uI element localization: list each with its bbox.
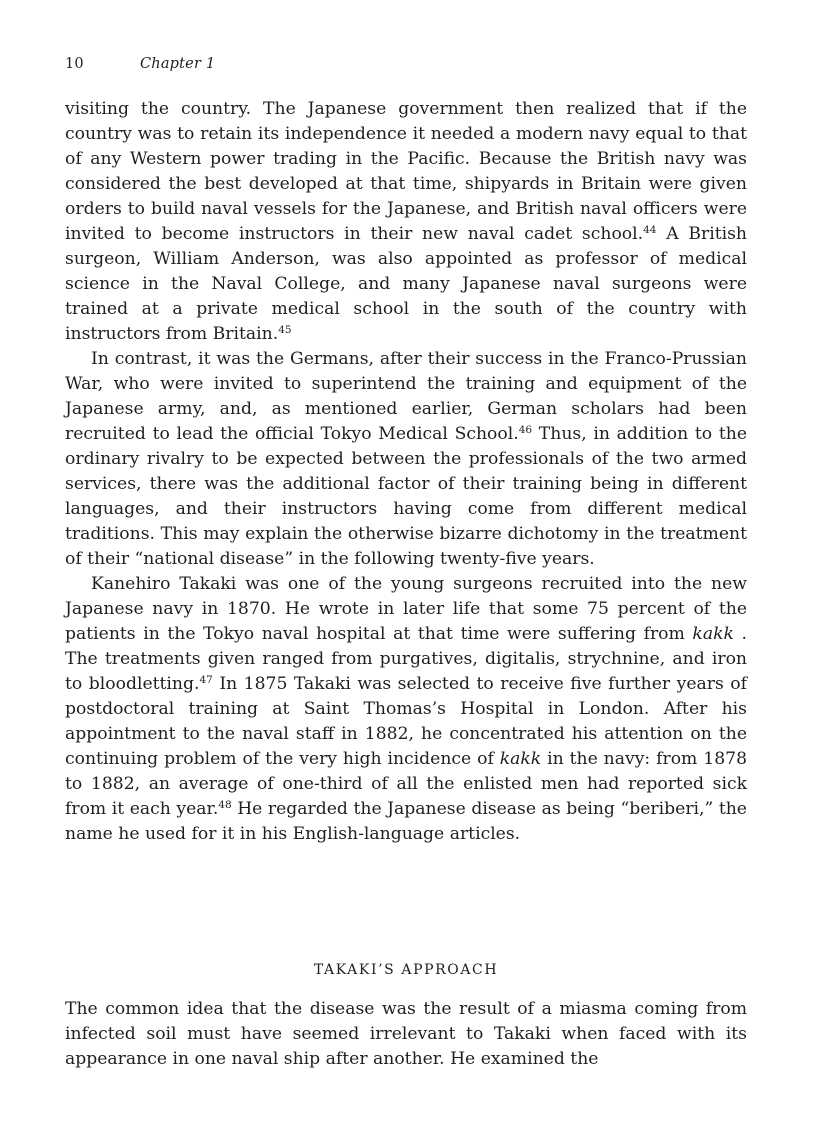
footnote-ref: 47 bbox=[199, 674, 213, 686]
paragraph: The common idea that the disease was the result of a miasma coming from infected soil must have seemed irrelevant to Takaki when faced with its appearance in one naval ship after another. He examined the bbox=[65, 999, 747, 1069]
paragraph-text: Kanehiro Takaki was one of the young surgeons recruited into the new Japanese navy in 1870. He wrote in later life that some 75 percent of the patients in the Tokyo naval hospital at that time were suffering from bbox=[65, 574, 747, 644]
paragraph bbox=[65, 97, 747, 347]
paragraph-text: In 1875 Takaki was selected to receive five further years of postdoctoral training at Saint Thomas’s Hospital in London. After his appointment to the naval staff in 1882, he concentrated his attention on the continuing problem of the very high incidence of bbox=[65, 674, 748, 769]
section-heading: TAKAKI’S APPROACH bbox=[313, 962, 499, 978]
paragraph bbox=[65, 347, 747, 572]
paragraph-text: . The treatments given ranged from purgatives, digitalis, strychnine, and iron to bloodletting. bbox=[65, 624, 747, 694]
footnote-ref: 44 bbox=[643, 224, 657, 236]
paragraph-text: He regarded the Japanese disease as being “beriberi,” the name he used for it in his English-language articles. bbox=[65, 799, 747, 844]
page-number: 10 bbox=[65, 56, 84, 72]
paragraph-text: A British surgeon, William Anderson, was also appointed as professor of medical science in the Naval College, and many Japanese naval surgeons were trained at a private medical school in the south of the country with instructors from Britain. bbox=[65, 224, 748, 344]
italic-term: kakk bbox=[499, 749, 542, 769]
footnote-ref: 46 bbox=[518, 424, 533, 436]
paragraph-text: visiting the country. The Japanese government then realized that if the country was to retain its independence it needed a modern navy equal to that of any Western power trading in the Pacific. Because the British navy was considered the best developed at that time, shipyards in Britain were given orders to build naval vessels for the Japanese, and British naval officers were invited to become instructors in their new naval cadet school. bbox=[65, 99, 747, 244]
footnote-ref: 45 bbox=[278, 324, 292, 336]
paragraph-text: In contrast, it was the Germans, after their success in the Franco-Prussian War, who were invited to superintend the training and equipment of the Japanese army, and, as mentioned earlier, German scholars had been recruited to lead the official Tokyo Medical School. bbox=[65, 349, 747, 444]
running-head bbox=[65, 56, 215, 72]
italic-term: kakk bbox=[692, 624, 734, 644]
body-text-continued bbox=[65, 997, 747, 1072]
paragraph-text: Thus, in addition to the ordinary rivalry to be expected between the professionals of the two armed services, there was the additional factor of their training being in different languages, and their instructors having come from different medical traditions. This may explain the otherwise bizarre dichotomy in the treatment of their “national disease” in the following twenty-five years. bbox=[65, 424, 748, 569]
paragraph bbox=[65, 572, 747, 847]
paragraph-text: in the navy: from 1878 to 1882, an average of one-third of all the enlisted men had reported sick from it each year. bbox=[65, 749, 747, 819]
body-text bbox=[65, 97, 747, 847]
chapter-title: Chapter 1 bbox=[140, 56, 216, 72]
footnote-ref: 48 bbox=[218, 799, 232, 811]
